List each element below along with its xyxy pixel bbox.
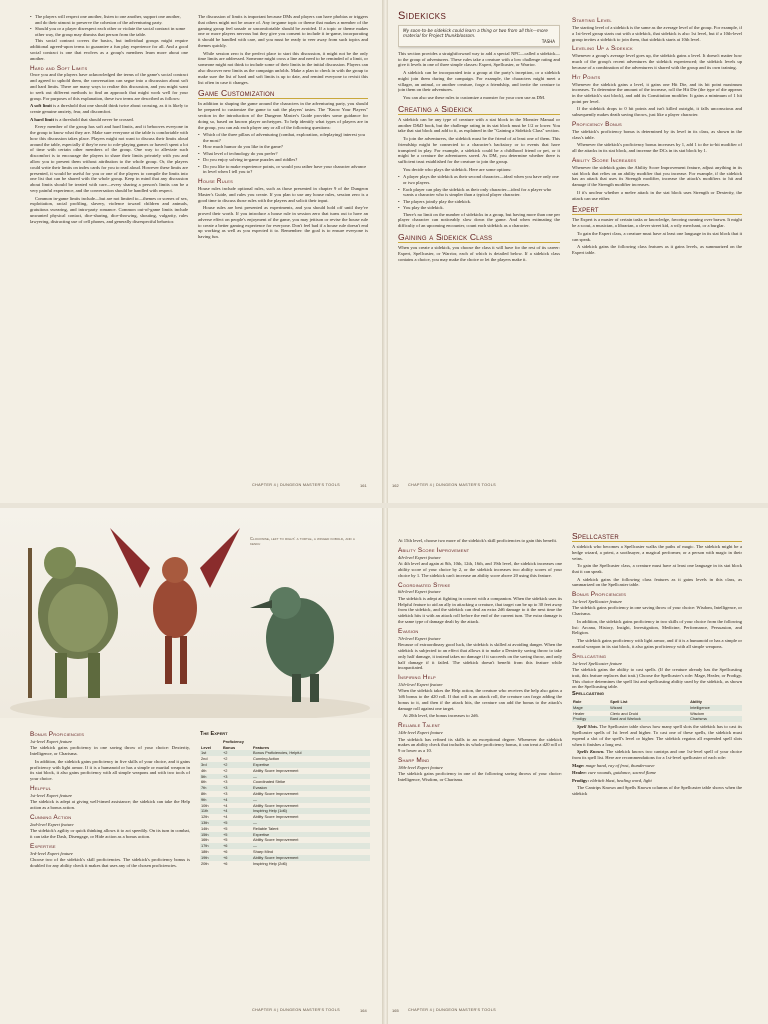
table-cell: 7th xyxy=(200,785,222,791)
table-row xyxy=(200,861,370,867)
table-cell: 1st xyxy=(200,750,222,756)
paragraph: In addition to shaping the game around the characters in the adventuring party, you should be prepared to customize the game to suit the players' tastes. The "Know Your Players" section in the introduction of the Dungeon Master's Guide provides some guidance for doing so, based on known player archetypes. To help identify what types of players are in the group, you can ask each player any or all of the following questions: xyxy=(198,101,368,130)
table-cell: +5 xyxy=(222,832,252,838)
paragraph xyxy=(30,103,188,115)
table-cell: +5 xyxy=(223,837,228,843)
feature-level: 2nd-level Expert feature xyxy=(30,821,74,827)
table-cell: Inspiring Help (2d6) xyxy=(253,860,287,866)
footer: CHAPTER 4 | DUNGEON MASTER'S TOOLS xyxy=(252,1008,340,1012)
table-cell: Cleric and Druid xyxy=(610,710,638,716)
heading-cunning-action: Cunning Action xyxy=(30,813,72,821)
table-cell: 14th xyxy=(201,825,209,831)
heading-gaining-sidekick-class: Gaining a Sidekick Class xyxy=(398,232,560,243)
paragraph: House rules are best presented as experiments, and you should hold off until they've proved their worth. If you introduce a house rule in session zero that turns out to have an adverse effect on people's enjoyment of the game, you may jettison or revise the house rule to create a better gaming experience for everyone. Don't feel bad if a house rule doesn't end up working as well as you expected it to. Remember: the goal is to ensure everyone is having fun. xyxy=(198,205,368,240)
paragraph: The sidekick's agility or quick thinking allows it to act speedily. On its turn in combat, it can take the Dash, Disengage, or Hide action as a bonus action. xyxy=(30,828,190,839)
table-header: Spell List xyxy=(610,698,628,704)
paragraph xyxy=(572,778,742,784)
feature-level: 1st-level Spellcaster feature xyxy=(572,660,623,666)
table-cell: 5th xyxy=(200,774,222,780)
paragraph-text: The Spellcaster table shows how many spell slots the sidekick has to cast its Spellcaster spells of 1st level and higher. To cast one of these spells, the sidekick must expend a slot of the spell's level or higher. The sidekick regains all expended spell slots when it finishes a long rest. xyxy=(572,724,742,747)
heading-hit-points: Hit Points xyxy=(572,73,601,81)
table-cell: Intelligence xyxy=(689,705,742,711)
heading-starting-level: Starting Level xyxy=(572,17,612,24)
table-cell: Expertise xyxy=(252,762,370,768)
paragraph: When you create a sidekick, you choose the class it will have for the rest of its career: Expert, Spellcaster, or Warrior, each of which is detailed below. If a sidekick class contains a choice, you may make the choice or let the players make it. xyxy=(398,244,560,262)
table-header: Ability xyxy=(690,698,702,704)
table-cell: 3rd xyxy=(200,762,222,768)
paragraph: The sidekick is adept at fighting in concert with a companion. When the sidekick uses its Helpful feature to aid an ally in attacking a creature, that target can be up to 30 feet away from the sidekick, and the sidekick can deal an extra 2d6 damage to it the next time the sidekick hits it with an attack roll before the end of the current turn. The extra damage is the same type of damage dealt by the attack. xyxy=(398,595,562,624)
expert-table xyxy=(200,739,370,867)
table-cell: +6 xyxy=(223,848,228,854)
table-cell: +4 xyxy=(223,814,228,820)
paragraph: The sidekick gains proficiency in one of the following saving throws of your choice: Intelligence, Wisdom, or Charisma. xyxy=(398,771,562,782)
feature-level: 14th-level Expert feature xyxy=(398,730,443,736)
table-cell: Charisma xyxy=(689,716,742,722)
table-title: The Expert xyxy=(200,731,228,737)
paragraph: Every member of the group has soft and hard limits, and it behooves everyone in the group to know what they are. Make sure everyone at the table is comfortable with how this discussion takes place. Players might not want to discuss their limits aloud around the table, especially if they're new to role-playing games or haven't spent a lot of time with certain other members of the group. One way to alleviate such discomfort is to encourage the players to share their limits privately with you and allow you to present them without attribution to the whole group. Or, the players could write their limits on index cards for you to read aloud. However these limits are presented, it would be useful for you or one of the players to compile the limits into one list that can be shared with the whole group. Keep in mind that any discussion about limits should be treated with care—every sharing a person's limits can be a very painful experience, and the conversation should be handled with respect. xyxy=(30,124,188,193)
table-cell: +3 xyxy=(222,785,252,791)
table-cell: 8th xyxy=(201,790,207,796)
feature-level: 18th-level Expert feature xyxy=(398,764,443,770)
heading-leveling-up: Leveling Up a Sidekick xyxy=(572,45,633,53)
table-header: Role xyxy=(573,698,582,704)
paragraph: If the sidekick drops to 0 hit points and isn't killed outright, it falls unconscious and subsequently makes death saving throws, just like a player character. xyxy=(572,106,742,118)
paragraph: To join the adventurers, the sidekick must be the friend of at least one of them. This friendship might be connected to a character's backstory or to events that have transpired in play. For example, a sidekick could be a childhood friend or pet, or it might be a creature the adventurers saved. As DM, you determine whether there is sufficient trust established for the creature to join the group. xyxy=(398,136,560,165)
page-162-column-2 xyxy=(572,14,742,484)
paragraph: While session zero is the perfect place to start this discussion, it might not be the only time limits are addressed. Someone might cross a line and need to be reminded of a limit, or someone might not think to include some of their limits in the initial discussion. Players can also discover new limits as the campaign unfolds. Make a plan to check in with the group to make sure the list of hard and soft limits is up to date, and remind everyone to revisit this list often in case it changes. xyxy=(198,50,368,85)
table-cell: +2 xyxy=(222,762,252,768)
paragraph: Whenever the sidekick gains the Ability Score Improvement feature, adjust anything in its stat block that relies on an ability modifier that you increase. For example, if the sidekick has an attack that uses its Strength modifier, increase the attack's modifiers to hit and damage if the Strength modifier increases. xyxy=(572,164,742,188)
spell-list: eldritch blast, healing word, light xyxy=(589,777,652,783)
page-number: 165 xyxy=(392,1008,399,1013)
table-cell: +4 xyxy=(223,802,228,808)
table-cell: +2 xyxy=(222,750,252,756)
list-item: • A player plays the sidekick as their second character—ideal when you have only one or two players. xyxy=(398,174,560,186)
table-cell: +3 xyxy=(223,790,228,796)
spellcasting-table xyxy=(572,699,742,722)
paragraph: To gain the Expert class, a creature must have at least one language in its stat block that it can speak. xyxy=(572,230,742,242)
gutter xyxy=(382,508,388,1024)
paragraph: The sidekick gains the ability to cast spells. (If the creature already has the Spellcasting trait, this feature replaces that trait.) Choose the Spellcaster's role: Mage, Healer, or Prodigy. This choice determines the spell list and spellcasting ability used by the sidekick, as shown on the Spellcasting table. xyxy=(572,666,742,690)
page-164-column-2 xyxy=(572,528,742,1002)
paragraph: The sidekick gains proficiency in one saving throw of your choice: Dexterity, Intelligence, or Charisma. xyxy=(30,745,190,757)
table-cell: 2nd xyxy=(201,756,208,762)
paragraph: Because of extraordinary good luck, the sidekick is skilled at avoiding danger. When the sidekick is subjected to an effect that allows it to make a Dexterity saving throw to take only half damage, it instead takes no damage if it succeeds on the saving throw, and only half damage if it failed. The sidekick doesn't benefit from this feature while incapacitated. xyxy=(398,642,562,671)
table-header: Level xyxy=(201,744,211,750)
paragraph: The sidekick gains proficiency in one saving throw of your choice: Wisdom, Intelligence, or Charisma. xyxy=(572,605,742,617)
heading-expert: Expert xyxy=(572,204,742,215)
heading-ability-score-improvement: Ability Score Improvement xyxy=(398,546,470,554)
table-cell: +4 xyxy=(222,797,252,803)
table-cell: Ability Score Improvement xyxy=(252,855,370,861)
footer: CHAPTER 4 | DUNGEON MASTER'S TOOLS xyxy=(408,1008,496,1012)
table-cell: — xyxy=(252,820,370,826)
paragraph xyxy=(572,770,742,776)
list-item: • You play the sidekick. xyxy=(398,205,560,211)
table-cell: 10th xyxy=(201,802,209,808)
tortle-figure xyxy=(28,547,118,698)
page-number: 161 xyxy=(360,483,367,488)
table-cell: Cunning Action xyxy=(253,756,280,762)
table-cell: +5 xyxy=(222,820,252,826)
note-signature: TASHA xyxy=(541,38,555,44)
paragraph: The starting level of a sidekick is the same as the average level of the group. For example, if a 1st-level group starts out with a sidekick, that sidekick is also 1st level, but if a 10th-level group invites a sidekick to join them, that sidekick starts at 10th level. xyxy=(572,24,742,42)
heading-expertise: Expertise xyxy=(30,842,56,850)
table-title: Spellcasting xyxy=(572,691,604,698)
table-cell: Ability Score Improvement xyxy=(253,814,299,820)
spell-list: cure wounds, guidance, sacred flame xyxy=(586,770,656,776)
paragraph: You can also use these rules to customize a monster for your own use as DM. xyxy=(403,95,546,101)
list-item: • Each player can play the sidekick as their only character—ideal for a player who wants a character who is simpler than a typical player character. xyxy=(398,187,560,199)
paragraph: You decide who plays the sidekick. Here are some options: xyxy=(403,166,512,172)
table-cell: 20th xyxy=(201,860,209,866)
term: Mage: xyxy=(572,762,585,768)
table-cell: Ability Score Improvement xyxy=(253,767,299,773)
table-header: Proficiency Bonus xyxy=(223,738,244,750)
paragraph: A sidekick gains the following class features as it gains levels in this class, as summarized on the Spellcaster table. xyxy=(572,576,742,588)
list-item: • The players jointly play the sidekick. xyxy=(398,199,560,205)
heading-spellcasting: Spellcasting xyxy=(572,652,607,660)
table-row xyxy=(572,716,742,722)
table-cell: Sharp Mind xyxy=(253,848,273,854)
paragraph: A sidekick gains the following class features as it gains levels, as summarized on the Expert table. xyxy=(572,244,742,256)
feature-level: 11th-level Expert feature xyxy=(398,682,443,687)
table-cell: Wisdom xyxy=(690,710,705,716)
table-cell: Mage xyxy=(572,705,609,711)
paragraph xyxy=(572,724,742,747)
paragraph: This social contract covers the basics, but individual groups might require additional agreed-upon terms to guarantee a fun play experience for all. And a good social contract is one that evolves as a group's members learn more about one another. xyxy=(30,38,188,61)
table-cell: 13th xyxy=(200,820,222,826)
page-162-column-1 xyxy=(398,10,560,484)
footer: CHAPTER 4 | DUNGEON MASTER'S TOOLS xyxy=(408,483,496,487)
paragraph: Whenever the sidekick's proficiency bonus increases by 1, add 1 to the to-hit modifier of all the attacks in its stat block, and increase the DCs in its stat block by 1. xyxy=(572,142,742,154)
kenku-figure xyxy=(250,587,334,702)
paragraph: The sidekick's proficiency bonus is determined by its level in its class, as shown in the class's table. xyxy=(572,128,742,140)
list-item: • Which of the three pillars of adventuring (combat, exploration, roleplaying) interest you the most? xyxy=(198,132,368,144)
table-cell: — xyxy=(252,843,370,849)
section-title-sidekicks: Sidekicks xyxy=(398,10,447,22)
table-cell: Bard and Warlock xyxy=(609,716,689,722)
bottom-spread xyxy=(0,508,768,1024)
list-item: • Do you enjoy solving in-game puzzles and riddles? xyxy=(198,157,368,163)
heading-coordinated-strike: Coordinated Strike xyxy=(398,581,451,589)
paragraph: In addition, the sidekick gains proficiency in two skills of your choice from the following list: Arcana, History, Insight, Investigation, Medicine, Performance, Persuasion, and Religion. xyxy=(572,618,742,636)
page-161-column-1 xyxy=(30,14,188,490)
paragraph: A sidekick can be incorporated into a group at the party's inception, or a sidekick might join them during the campaign. For example, the characters might meet a villager, an animal, or another creature, forge a friendship, and invite the creature to join them on their adventures. xyxy=(398,70,560,93)
feature-level: 7th-level Expert feature xyxy=(398,635,441,641)
heading-reliable-talent: Reliable Talent xyxy=(398,722,441,730)
paragraph: A sidekick can be any type of creature with a stat block in the Monster Manual or another D&D book, but the challenge rating in its stat block must be 1/2 or lower. You take that stat block and add to it, as explained in the "Gaining a Sidekick Class" section. xyxy=(398,116,560,134)
table-cell: 6th xyxy=(201,779,207,785)
paragraph: If it's unclear whether a melee attack in the stat block uses Strength or Dexterity, the attack can use either. xyxy=(572,189,742,201)
table-cell: +2 xyxy=(223,767,228,773)
feature-level: 6th-level Expert feature xyxy=(398,589,441,595)
paragraph: The sidekick is adept at giving well-timed assistance; the sidekick can take the Help action as a bonus action. xyxy=(30,799,190,810)
paragraph: At 4th level and again at 8th, 10th, 12th, 16th, and 19th level, the sidekick increases one ability score of your choice by 2, or the sidekick increases two ability scores of your choice by 1. The sidekick can't increase an ability score above 20 using this feature. xyxy=(398,561,562,578)
table-cell: Ability Score Improvement xyxy=(253,802,299,808)
paragraph: There's no limit on the number of sidekicks in a group, but having more than one per player character can noticeably slow down the game. And when estimating the difficulty of an upcoming encounter, count each sidekick as a character. xyxy=(398,211,560,229)
heading-ability-score-increases: Ability Score Increases xyxy=(572,156,637,164)
table-cell: Wizard xyxy=(609,705,689,711)
paragraph: The sidekick has refined its skills to an exceptional degree. Whenever the sidekick makes an ability check that includes its whole proficiency bonus, it can treat a d20 roll of 9 or lower as a 10. xyxy=(398,736,562,754)
table-cell: Prodigy xyxy=(572,716,609,722)
definition: is a threshold that one should think twice about crossing, as it is likely to create genuine anxiety, fear, and discomfort. xyxy=(30,103,188,115)
paragraph: At 20th level, the bonus increases to 2d6. xyxy=(403,713,479,719)
table-cell: 19th xyxy=(200,855,222,861)
table-cell: 11th xyxy=(200,808,222,814)
heading-hard-soft-limits: Hard and Soft Limits xyxy=(30,64,88,72)
table-cell: Expertise xyxy=(252,832,370,838)
table-cell: 16th xyxy=(201,837,209,843)
definition: is a threshold that should never be crossed. xyxy=(54,116,134,122)
table-cell: — xyxy=(252,797,370,803)
table-cell: +5 xyxy=(223,825,228,831)
footer: CHAPTER 4 | DUNGEON MASTER'S TOOLS xyxy=(252,483,340,487)
paragraph xyxy=(30,117,188,123)
table-cell: Ability Score Improvement xyxy=(253,837,299,843)
table-cell: +2 xyxy=(223,756,228,762)
heading-bonus-proficiencies: Bonus Proficiencies xyxy=(572,591,627,599)
table-cell: +6 xyxy=(223,860,228,866)
table-cell: +6 xyxy=(222,855,252,861)
feature-level: 1st-level Expert feature xyxy=(30,792,73,798)
table-cell: — xyxy=(252,774,370,780)
feature-level: 1st-level Expert feature xyxy=(30,738,73,744)
table-cell: 15th xyxy=(200,832,222,838)
spell-list: mage hand, ray of frost, thunderwave xyxy=(584,762,655,768)
page-164-column-1 xyxy=(398,538,562,1002)
expert-table-block xyxy=(200,730,370,1000)
list-item: • How much humor do you like in the game? xyxy=(198,144,368,150)
table-cell: 12th xyxy=(201,814,209,820)
heading-inspiring-help: Inspiring Help xyxy=(398,674,436,682)
list-item: • Should you or a player disrespect each other or violate the social contract in some other way, the group may dismiss that person from the table. xyxy=(30,26,188,38)
paragraph: A sidekick who becomes a Spellcaster walks the paths of magic. The sidekick might be a hedge wizard, a priest, a soothsayer, a magical performer, or a person with magic in their veins. xyxy=(572,544,742,561)
page-number: 162 xyxy=(392,483,399,488)
table-cell: +3 xyxy=(223,779,228,785)
heading-evasion: Evasion xyxy=(398,627,419,635)
term: Healer: xyxy=(572,770,587,776)
list-item: • Do you like to make experience points, or would you rather have your character advance in level when I tell you to? xyxy=(198,164,368,176)
page-163-column-1 xyxy=(30,728,190,1006)
paragraph: Common in-game limits include—but are not limited to—themes or scenes of sex, exploitation, racial profiling, slavery, violence toward children and animals, gratuitous swearing, and intra-party romance. Common out-of-game limits include unwanted physical contact, dice-sharing, dice-throwing, shouting, vulgarity, rules lawyering, distracting use of cell phones, and generally disrespectful behavior. xyxy=(30,195,188,224)
paragraph xyxy=(572,749,742,761)
heading-house-rules: House Rules xyxy=(198,178,233,186)
paragraph: House rules include optional rules, such as those presented in chapter 9 of the Dungeon Master's Guide, and rules you create. If you plan to use any house rules, session zero is a good time to discuss those rules with the players and solicit their input. xyxy=(198,186,368,203)
paragraph: To gain the Spellcaster class, a creature must have at least one language in its stat block that it can speak. xyxy=(572,563,742,574)
term: Prodigy: xyxy=(572,777,590,783)
table-cell: +3 xyxy=(222,774,252,780)
gutter xyxy=(382,0,388,503)
table-cell: Ability Score Improvement xyxy=(253,790,299,796)
note-text: My soon-to-be sidekick could learn a thing or two from all this—more material for Project thunkblossom. xyxy=(403,28,548,39)
paragraph xyxy=(572,763,742,769)
heading-spellcaster: Spellcaster xyxy=(572,531,742,542)
paragraph: At 15th level, choose two more of the sidekick's skill proficiencies to gain this benefit. xyxy=(398,538,558,543)
tasha-note xyxy=(398,25,560,47)
feature-level: 1st-level Spellcaster feature xyxy=(572,599,623,605)
heading-sharp-mind: Sharp Mind xyxy=(398,756,430,764)
table-cell: 9th xyxy=(200,797,222,803)
paragraph: In addition, the sidekick gains proficiency in five skills of your choice, and it gains proficiency with light armor. If it is a humanoid or has a simple or martial weapon in its stat block, it also gains proficiency with all simple weapons and with two tools of your choice. xyxy=(30,758,190,782)
page-161-column-2 xyxy=(198,14,368,490)
paragraph: The discussion of limits is important because DMs and players can have phobias or triggers that others might not be aware of. Any in-game topic or theme that makes a member of the gaming group feel unsafe or uncomfortable should be avoided. If a topic or theme makes one or more players nervous but they give you consent to include it in-game, incorporating it should be handled with care, and you must be ready to veer away from such topics and themes quickly. xyxy=(198,14,368,48)
term: Spell Slots. xyxy=(577,724,599,730)
top-spread xyxy=(0,0,768,503)
table-cell: Evasion xyxy=(252,785,370,791)
paragraph: The sidekick gains proficiency with light armor, and if it is a humanoid or has a simple or martial weapon in its stat block, it also gains proficiency with all simple weapons. xyxy=(572,638,742,649)
table-cell: 18th xyxy=(201,848,209,854)
list-item: • The players will respect one another, listen to one another, support one another, and do their utmost to preserve the cohesion of the adventuring party. xyxy=(30,14,188,26)
table-cell: +6 xyxy=(222,843,252,849)
heading-game-customization: Game Customization xyxy=(198,88,368,99)
paragraph: Whenever a group's average level goes up, the sidekick gains a level. It doesn't matter how much of the group's recent adventures the sidekick experienced; the sidekick levels up because of a combination of the adventurers it shared with the group and its own training. xyxy=(572,53,742,70)
page-number: 164 xyxy=(360,1008,367,1013)
term: A hard limit xyxy=(30,116,54,122)
heading-helpful: Helpful xyxy=(30,784,52,792)
table-cell: 17th xyxy=(200,843,222,849)
kobold-figure xyxy=(110,528,240,684)
paragraph: When the sidekick takes the Help action, the creature who receives the help also gains a 1d6 bonus to the d20 roll. If that roll is an attack roll, the creature can forgo adding the bonus to it, and then if the attack hits, the creature can add the bonus to the attack's damage roll against one target. xyxy=(398,688,562,711)
paragraph: The Cantrips Known and Spells Known columns of the Spellcaster table shows when the sidekick xyxy=(572,785,742,797)
table-header: Features xyxy=(253,744,270,750)
table-cell: 4th xyxy=(201,767,207,773)
table-cell: Inspiring Help (1d6) xyxy=(252,808,370,814)
table-cell: Healer xyxy=(573,710,585,716)
table-cell: Reliable Talent xyxy=(253,825,279,831)
table-cell: Bonus Proficiencies, Helpful xyxy=(252,750,370,756)
paragraph: The Expert is a master of certain tasks or knowledge, favoring cunning over brawn. It might be a scout, a musician, a librarian, a clever street kid, a wily merchant, or a burglar. xyxy=(572,217,742,229)
table-cell: Coordinated Strike xyxy=(253,779,286,785)
feature-level: 4th-level Expert feature xyxy=(398,554,441,560)
paragraph: This section provides a straightforward way to add a special NPC—called a sidekick—to the group of adventurers. These rules take a creature with a low challenge rating and give it levels in one of three simple classes: Expert, Spellcaster, or Warrior. xyxy=(398,50,560,68)
creatures-illustration xyxy=(0,508,382,718)
feature-level: 3rd-level Expert feature xyxy=(30,850,73,856)
paragraph-text: The sidekick knows two cantrips and one 1st-level spell of your choice from its spell list. Here are recommendations for a 1st-level spellcaster of each role: xyxy=(572,749,742,760)
list-item: • What level of technology do you prefer? xyxy=(198,151,368,157)
heading-bonus-proficiencies: Bonus Proficiencies xyxy=(30,731,85,738)
paragraph: Once you and the players have acknowledged the terms of the game's social contract and agreed to uphold them, the conversation can segue into a discussion about soft and hard limits. There are many ways to realize this discussion, and you might want to seek out different methods to find an approach that might work well for your group. For purposes of this explanation, these two terms are described as follows: xyxy=(30,72,188,101)
paragraph: Choose two of the sidekick's skill proficiencies. The sidekick's proficiency bonus is doubled for any ability check it makes that uses any of the chosen proficiencies. xyxy=(30,857,190,868)
term: Spells Known. xyxy=(577,749,605,755)
term: A soft limit xyxy=(30,103,52,109)
heading-creating-sidekick: Creating a Sidekick xyxy=(398,104,560,115)
illustration-caption: Clockwise, left to right: a tortle, a winged kobold, and a kenku xyxy=(250,536,355,546)
heading-proficiency-bonus: Proficiency Bonus xyxy=(572,121,622,129)
table-cell: +4 xyxy=(222,808,252,814)
paragraph: Whenever the sidekick gains a level, it gains one Hit Die, and its hit point maximum increases. To determine the amount of the increase, roll the Hit Die (the type of die appears in the sidekick's stat block), and add its Constitution modifier. It gains a minimum of 1 hit point per level. xyxy=(572,81,742,104)
